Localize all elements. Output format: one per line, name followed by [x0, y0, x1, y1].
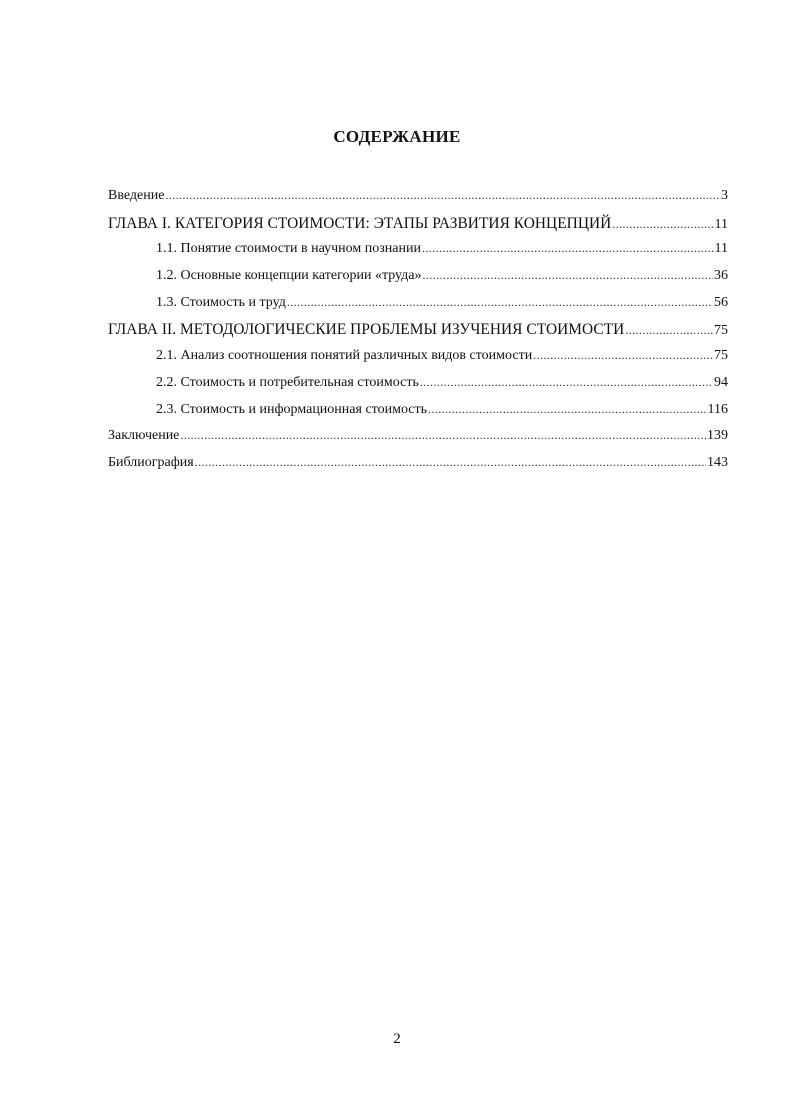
toc-entry-label: 2.2. Стоимость и потребительная стоимость [156, 374, 419, 390]
dot-leader [612, 217, 713, 232]
toc-entry-page: 139 [707, 428, 728, 444]
toc-entry-label: 1.3. Стоимость и труд [156, 294, 286, 310]
toc-entry-label: 2.3. Стоимость и информационная стоимость [156, 401, 428, 417]
dot-leader [165, 188, 720, 203]
table-of-contents [108, 188, 728, 482]
dot-leader [533, 348, 713, 363]
toc-entry-page: 75 [714, 348, 728, 364]
dot-leader [195, 455, 706, 470]
dot-leader [180, 428, 706, 443]
dot-leader [420, 375, 713, 390]
toc-entry-chapter-2[interactable] [108, 321, 728, 348]
toc-entry-label: 1.2. Основные концепции категории «труда» [156, 268, 422, 284]
toc-entry-section-2-2[interactable] [108, 375, 728, 402]
toc-entry-section-1-1[interactable] [108, 241, 728, 268]
toc-title: СОДЕРЖАНИЕ [333, 127, 461, 146]
dot-leader [423, 268, 713, 283]
toc-entry-label: Заключение [108, 428, 180, 444]
toc-entry-conclusion[interactable] [108, 428, 728, 455]
toc-entry-label: 1.1. Понятие стоимости в научном познании [156, 241, 421, 257]
toc-entry-page: 94 [714, 374, 728, 390]
dot-leader [287, 295, 713, 310]
toc-entry-section-1-3[interactable] [108, 295, 728, 322]
toc-entry-bibliography[interactable] [108, 455, 728, 482]
dot-leader [625, 323, 713, 338]
toc-entry-label: ГЛАВА II. МЕТОДОЛОГИЧЕСКИЕ ПРОБЛЕМЫ ИЗУЧЕНИЯ СТОИМОСТИ [108, 321, 625, 339]
toc-entry-page: 36 [714, 268, 728, 284]
toc-entry-page: 116 [707, 401, 728, 417]
toc-entry-chapter-1[interactable] [108, 215, 728, 242]
toc-entry-label: ГЛАВА I. КАТЕГОРИЯ СТОИМОСТИ: ЭТАПЫ РАЗВИТИЯ КОНЦЕПЦИЙ [108, 214, 612, 232]
dot-leader [428, 402, 707, 417]
toc-entry-page: 143 [707, 454, 728, 470]
toc-entry-page: 56 [714, 294, 728, 310]
toc-entry-section-2-3[interactable] [108, 402, 728, 429]
toc-entry-label: Введение [108, 188, 165, 203]
dot-leader [422, 241, 714, 256]
toc-entry-label: Библиография [108, 454, 194, 470]
toc-entry-page: 3 [721, 188, 728, 203]
toc-entry-section-2-1[interactable] [108, 348, 728, 375]
page-number: 2 [393, 1031, 401, 1047]
toc-entry-page: 11 [714, 241, 728, 257]
toc-entry-page: 75 [714, 323, 728, 339]
toc-entry-introduction[interactable] [108, 188, 728, 215]
toc-entry-label: 2.1. Анализ соотношения понятий различных видов стоимости [156, 348, 533, 364]
toc-entry-section-1-2[interactable] [108, 268, 728, 295]
toc-entry-page: 11 [714, 216, 728, 232]
